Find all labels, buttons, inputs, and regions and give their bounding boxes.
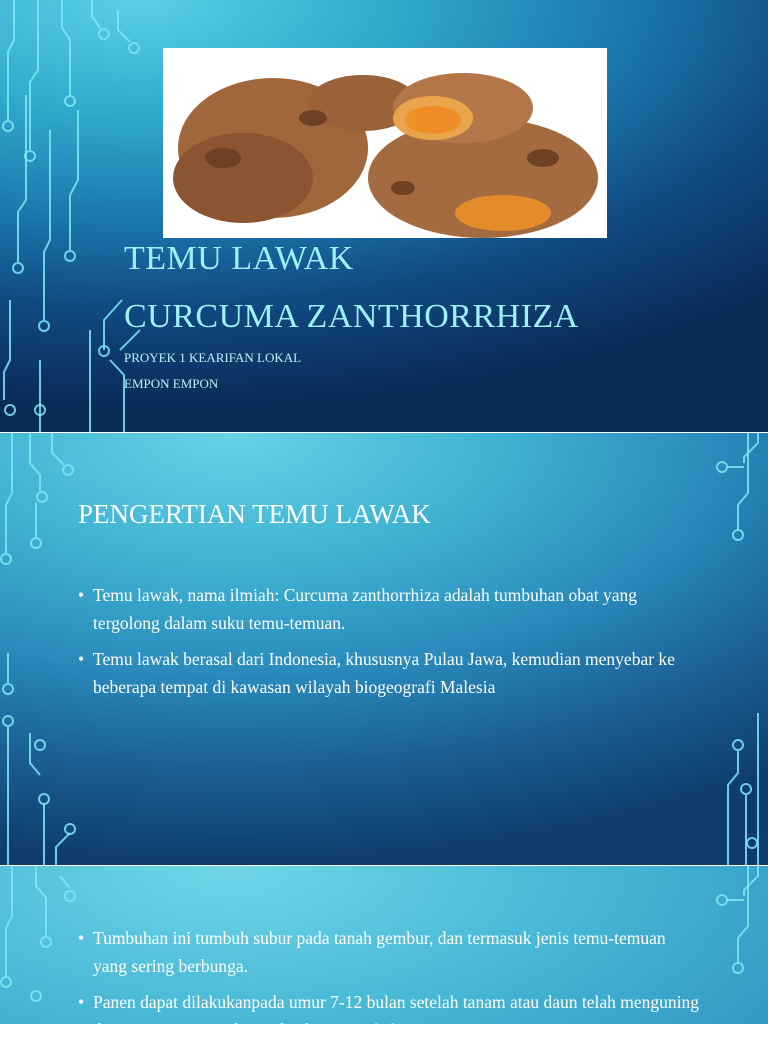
bullet-item: • Temu lawak berasal dari Indonesia, khususnya Pulau Jawa, kemudian menyebar ke beberapa tempat di kawasan wilayah biogeografi Malesia: [78, 645, 703, 701]
subtitle-line-2: EMPON EMPON: [124, 376, 219, 391]
circuit-decoration-left: [0, 866, 80, 1024]
slide-growth: [0, 866, 768, 1040]
slide-heading: PENGERTIAN TEMU LAWAK: [78, 499, 431, 529]
circuit-decoration-left: [0, 0, 150, 432]
temu-lawak-photo: [163, 48, 607, 238]
subtitle-line-1: PROYEK 1 KEARIFAN LOKAL: [124, 350, 302, 365]
title-line-2: CURCUMA ZANTHORRHIZA: [124, 298, 579, 335]
bullet-item: • Panen dapat dilakukanpada umur 7-12 bulan setelah tanam atau daun telah menguning dan gugur, rimpang besar dan berwarna kehitaman.: [78, 988, 703, 1044]
title-line-1: TEMU LAWAK: [124, 240, 354, 277]
bullet-item: • Temu lawak, nama ilmiah: Curcuma zanthorrhiza adalah tumbuhan obat yang tergolong dalam suku temu-temuan.: [78, 581, 703, 637]
circuit-decoration-left: [0, 433, 80, 865]
slide-title: [0, 0, 768, 432]
bullet-item: • Tumbuhan ini tumbuh subur pada tanah gembur, dan termasuk jenis temu-temuan yang sering berbunga.: [78, 924, 703, 980]
slide-definition: [0, 433, 768, 865]
bullet-list: [78, 581, 703, 709]
bullet-list: [78, 924, 703, 1052]
